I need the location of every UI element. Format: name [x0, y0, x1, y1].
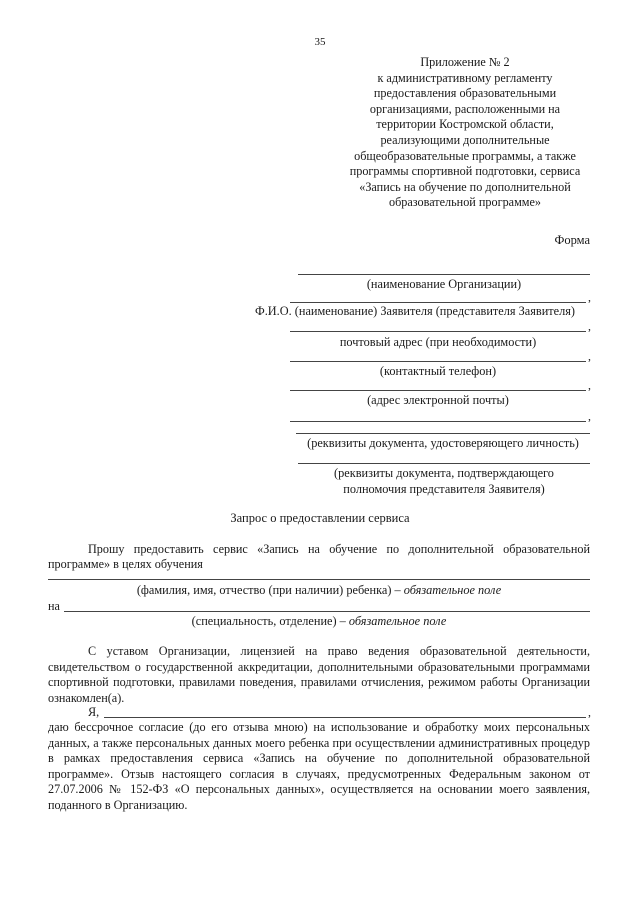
consent-paragraph: даю бессрочное согласие (до его отзыва мною) на использование и обработку моих персональных данных, а также персональных данных моего ребенка при осуществлении административных процедур в рамках предоставления сервиса «Запись на обучение по дополнительной образовательной программе». Отзыв настоящего согласия в случаях, предусмотренных Федеральным законом от 27.07.2006 № 152-ФЗ «О персональных данных», осуществляется на основании моего заявления, поданного в Организацию. [48, 720, 590, 812]
email-caption: (адрес электронной почты) [367, 393, 509, 407]
postal-address-caption: почтовый адрес (при необходимости) [339, 335, 537, 349]
postal-address-line[interactable] [290, 331, 586, 332]
comma: , [588, 290, 591, 304]
on-label: на [48, 599, 60, 613]
appendix-header [330, 55, 600, 211]
appendix-line: образовательной программе» [388, 195, 542, 210]
appendix-line: «Запись на обучение по дополнительной [359, 179, 571, 194]
authority-document-caption-1: (реквизиты документа, подтверждающего [334, 466, 554, 480]
request-paragraph-line-1: Прошу предоставить сервис «Запись на обучение по дополнительной образовательной [88, 542, 590, 556]
applicant-caption: Ф.И.О. (наименование) Заявителя (представителя Заявителя) [255, 304, 575, 318]
child-name-line[interactable] [48, 579, 590, 580]
organization-caption: (наименование Организации) [366, 277, 522, 291]
comma: , [588, 349, 591, 363]
page-number: 35 [314, 36, 326, 48]
consent-i-label: Я, [88, 705, 100, 719]
appendix-line: предоставления образовательными [373, 86, 557, 101]
organization-line[interactable] [298, 274, 590, 275]
id-document-line[interactable] [290, 421, 586, 422]
email-line[interactable] [290, 390, 586, 391]
request-paragraph-line-2: программе» в целях обучения [48, 557, 203, 571]
id-document-caption: (реквизиты документа, удостоверяющего личность) [307, 436, 579, 450]
consent-name-line[interactable] [104, 717, 586, 718]
authority-document-line[interactable] [298, 463, 590, 464]
comma: , [588, 378, 591, 392]
authority-document-caption-2: полномочия представителя Заявителя) [343, 482, 545, 496]
appendix-line: Приложение № 2 [420, 55, 510, 69]
specialty-line[interactable] [64, 611, 590, 612]
appendix-line: к административному регламенту [377, 70, 553, 85]
phone-line[interactable] [290, 361, 586, 362]
comma: , [588, 409, 591, 423]
specialty-caption: (специальность, отделение) – обязательное поле [191, 614, 447, 628]
comma: , [588, 705, 591, 719]
appendix-line: общеобразовательные программы, а также [354, 148, 576, 163]
appendix-line: организациями, расположенными на [369, 101, 561, 116]
id-document-line-2[interactable] [296, 433, 590, 434]
form-label: Форма [554, 233, 590, 247]
appendix-line: территории Костромской области, [376, 117, 554, 132]
charter-paragraph: С уставом Организации, лицензией на право ведения образовательной деятельности, свидетельством о государственной аккредитации, дополнительными образовательными программами спортивной подготовки, правилами поведения, правилами отчисления, режимом работы Организации ознакомлен(а). [48, 644, 590, 705]
phone-caption: (контактный телефон) [379, 364, 497, 378]
appendix-line: программы спортивной подготовки, сервиса [349, 164, 581, 179]
request-title: Запрос о предоставлении сервиса [230, 511, 410, 525]
appendix-line: реализующими дополнительные [380, 132, 550, 147]
comma: , [588, 319, 591, 333]
applicant-line[interactable] [290, 302, 586, 303]
child-name-caption: (фамилия, имя, отчество (при наличии) ребенка) – обязательное поле [136, 583, 502, 597]
